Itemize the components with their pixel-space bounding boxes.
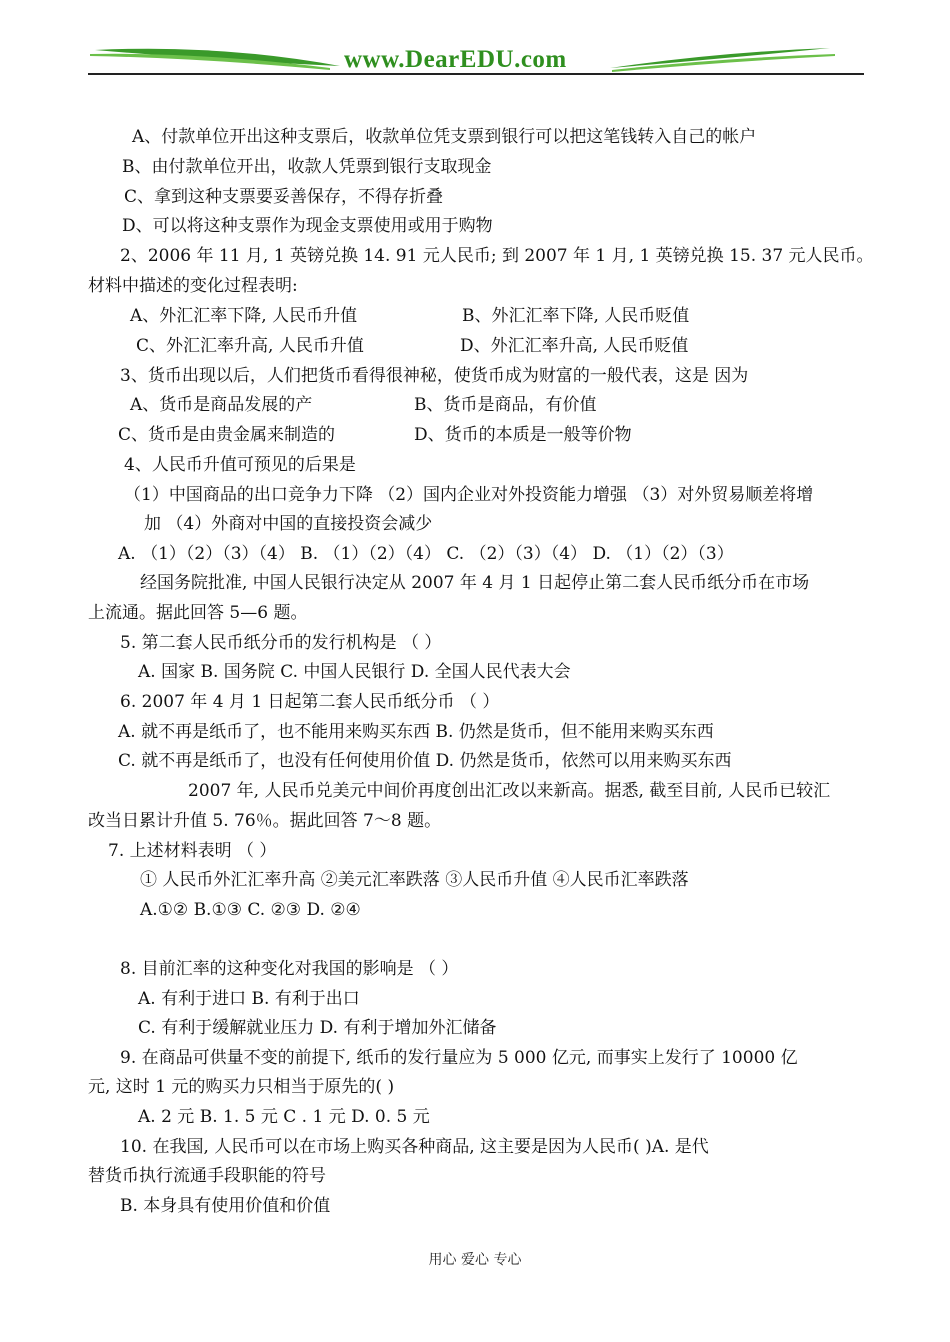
text-line: 5. 第二套人民币纸分币的发行机构是 （ ） — [120, 633, 442, 653]
header-rule — [88, 73, 864, 75]
text-line: B、由付款单位开出，收款人凭票到银行支取现金 — [122, 157, 492, 177]
text-line: A. 有利于进口 B. 有利于出口 — [138, 989, 360, 1009]
text-line: C、货币是由贵金属来制造的 — [118, 425, 336, 445]
text-line: A. （1）（2）（3）（4） B. （1）（2）（4） C. （2）（3）（4） D. （1）（2）（3） — [118, 544, 734, 564]
text-line: A. 就不再是纸币了，也不能用来购买东西 B. 仍然是货币，但不能用来购买东西 — [118, 722, 714, 742]
text-line: A. 国家 B. 国务院 C. 中国人民银行 D. 全国人民代表大会 — [138, 662, 571, 682]
text-line: C、拿到这种支票要妥善保存，不得存折叠 — [124, 187, 444, 207]
page-header — [0, 0, 950, 90]
text-line: 7. 上述材料表明 （ ） — [108, 841, 277, 861]
text-line: 加 （4）外商对中国的直接投资会减少 — [144, 514, 433, 534]
text-line: 替货币执行流通手段职能的符号 — [88, 1166, 326, 1186]
text-line: 材料中描述的变化过程表明: — [88, 276, 298, 296]
text-line: 8. 目前汇率的这种变化对我国的影响是 （ ） — [120, 959, 459, 979]
text-line: 改当日累计升值 5. 76％。据此回答 7～8 题。 — [88, 811, 442, 831]
text-line: 2、2006 年 11 月, 1 英镑兑换 14. 91 元人民币; 到 2007 年 1 月, 1 英镑兑换 15. 37 元人民币。 — [120, 246, 874, 266]
text-line: 9. 在商品可供量不变的前提下, 纸币的发行量应为 5 000 亿元, 而事实上发行了 10000 亿 — [120, 1048, 798, 1068]
text-line: A.①② B.①③ C. ②③ D. ②④ — [140, 900, 361, 920]
text-line: 4、人民币升值可预见的后果是 — [124, 455, 356, 475]
text-line: B、外汇汇率下降, 人民币贬值 — [462, 306, 690, 326]
text-line: 6. 2007 年 4 月 1 日起第二套人民币纸分币 （ ） — [120, 692, 500, 712]
text-line: 元, 这时 1 元的购买力只相当于原先的( ) — [88, 1077, 395, 1097]
text-line: D、可以将这种支票作为现金支票使用或用于购物 — [122, 216, 493, 236]
site-logo-text[interactable]: www.DearEDU.com — [344, 46, 567, 73]
text-line: A、付款单位开出这种支票后，收款单位凭支票到银行可以把这笔钱转入自己的帐户 — [132, 127, 757, 147]
text-line: A、外汇汇率下降, 人民币升值 — [130, 306, 358, 326]
text-line: A、货币是商品发展的产 — [130, 395, 313, 415]
header-swoosh-graphic — [0, 0, 950, 90]
text-line: A. 2 元 B. 1. 5 元 C . 1 元 D. 0. 5 元 — [138, 1107, 430, 1127]
text-line: B、货币是商品，有价值 — [414, 395, 597, 415]
text-line: （1）中国商品的出口竞争力下降 （2）国内企业对外投资能力增强 （3）对外贸易顺差将增 — [124, 485, 814, 505]
text-line: D、货币的本质是一般等价物 — [414, 425, 632, 445]
text-line: 上流通。据此回答 5—6 题。 — [88, 603, 308, 623]
text-line: C. 就不再是纸币了，也没有任何使用价值 D. 仍然是货币，依然可以用来购买东西 — [118, 751, 732, 771]
text-line: 10. 在我国, 人民币可以在市场上购买各种商品, 这主要是因为人民币( )A. 是代 — [120, 1137, 709, 1157]
text-line: B. 本身具有使用价值和价值 — [120, 1196, 331, 1216]
text-line: D、外汇汇率升高, 人民币贬值 — [460, 336, 689, 356]
text-line: 经国务院批准, 中国人民银行决定从 2007 年 4 月 1 日起停止第二套人民币纸分币在市场 — [140, 573, 810, 593]
page-footer: 用心 爱心 专心 — [428, 1252, 522, 1268]
text-line: C、外汇汇率升高, 人民币升值 — [136, 336, 364, 356]
text-line: ① 人民币外汇汇率升高 ②美元汇率跌落 ③人民币升值 ④人民币汇率跌落 — [140, 870, 689, 890]
text-line: C. 有利于缓解就业压力 D. 有利于增加外汇储备 — [138, 1018, 497, 1038]
text-line: 2007 年, 人民币兑美元中间价再度创出汇改以来新高。据悉, 截至目前, 人民币已较汇 — [188, 781, 831, 801]
text-line: 3、货币出现以后，人们把货币看得很神秘，使货币成为财富的一般代表，这是 因为 — [120, 366, 749, 386]
